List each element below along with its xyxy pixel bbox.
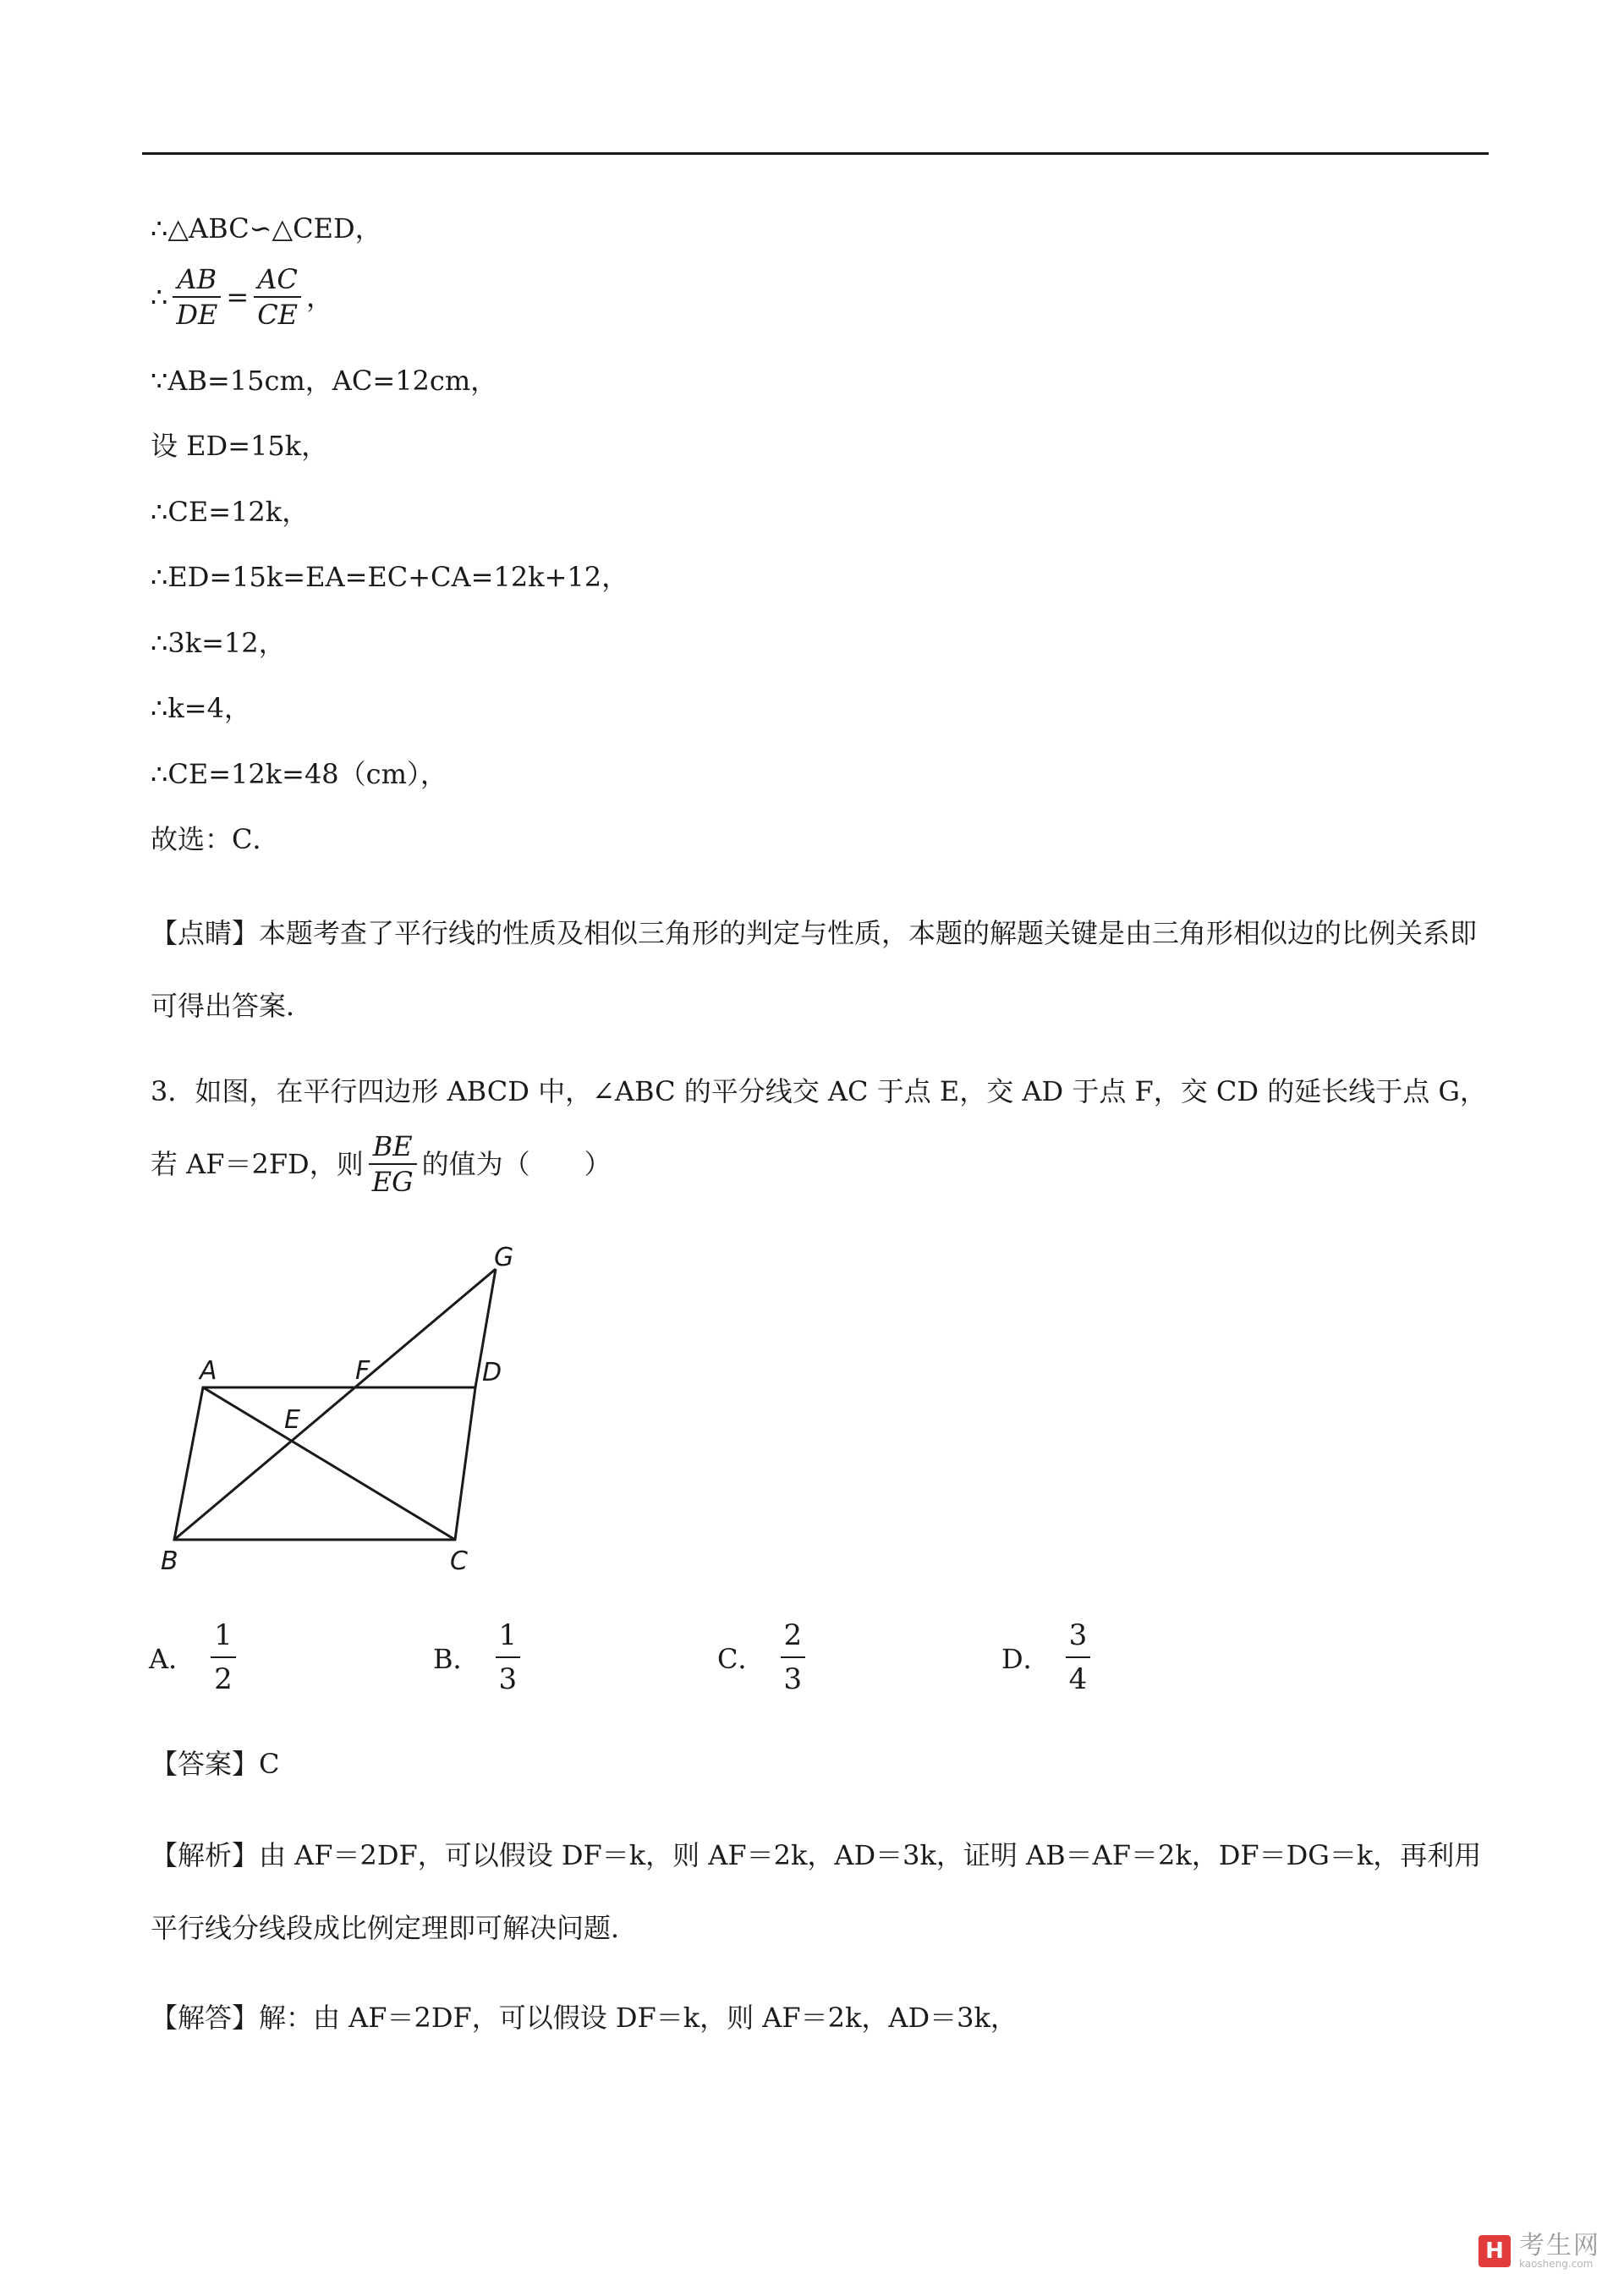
parallelogram-abcd [174, 1387, 475, 1540]
question-line-2: 若 AF＝2FD，则 $\frac{BE}{EG}$ 的值为（ ） [151, 1130, 612, 1198]
dianjing-comment: 【点睛】本题考查了平行线的性质及相似三角形的判定与性质，本题的解题关键是由三角形相似边的比例关系即可得出答案． [151, 917, 1478, 1022]
option-b[interactable]: B． $\frac{1}{3}$ [433, 1614, 525, 1700]
header-rule [142, 152, 1489, 155]
watermark-domain: kaosheng.com [1519, 2258, 1594, 2270]
parallelogram-figure [144, 1235, 550, 1574]
step-ed-equation: ∴ED=15k=EA=EC+CA=12k+12， [151, 561, 629, 593]
watermark-logo-icon: H [1479, 2235, 1511, 2267]
question-line-1: 3．如图，在平行四边形 ABCD 中，∠ABC 的平分线交 AC 于点 E，交 AD 于点 F，交 CD 的延长线于点 G， [151, 1075, 1487, 1107]
label-e: E [284, 1405, 300, 1435]
analysis-paragraph: 【解析】由 AF＝2DF，可以假设 DF＝k，则 AF＝2k，AD＝3k，证明 AB＝AF＝2k，DF＝DG＝k，再利用平行线分线段成比例定理即可解决问题． [151, 1839, 1482, 1944]
watermark-name: 考生网 [1519, 2231, 1600, 2260]
watermark [1479, 2233, 1600, 2269]
solution-start-line: 【解答】解：由 AF＝2DF，可以假设 DF＝k，则 AF＝2k，AD＝3k， [151, 2002, 1018, 2034]
option-a[interactable]: A． $\frac{1}{2}$ [149, 1614, 241, 1700]
label-g: G [494, 1243, 514, 1272]
answer-line: 【答案】C [151, 1748, 280, 1780]
step-ce-result: ∴CE=12k=48（cm）， [151, 758, 447, 790]
step-let-ed: 设 ED=15k， [151, 430, 329, 462]
bisector-bg [174, 1269, 496, 1540]
option-c[interactable]: C． $\frac{2}{3}$ [717, 1614, 810, 1700]
step-given-lengths: ∵AB=15cm，AC=12cm， [151, 365, 498, 397]
step-ce: ∴CE=12k， [151, 496, 310, 528]
step-k: ∴k=4， [151, 692, 251, 724]
step-choice: 故选：C． [151, 823, 280, 855]
fraction-ac-ce: $\frac{AC}{CE}$ [254, 262, 301, 332]
fraction-be-eg: $\frac{BE}{EG}$ [369, 1129, 417, 1199]
label-f: F [355, 1356, 370, 1386]
fraction-ab-de: $\frac{AB}{DE}$ [173, 262, 221, 332]
label-b: B [161, 1546, 178, 1574]
label-a: A [200, 1356, 217, 1386]
label-c: C [450, 1546, 468, 1574]
label-d: D [482, 1358, 502, 1387]
step-similar-triangles: ∴△ABC∽△CED， [151, 212, 382, 244]
step-ratio-equation: ∴ $\frac{AB}{DE}$ = $\frac{AC}{CE}$ ， [151, 263, 334, 331]
option-d[interactable]: D． $\frac{3}{4}$ [1001, 1614, 1095, 1700]
step-3k: ∴3k=12， [151, 627, 286, 659]
